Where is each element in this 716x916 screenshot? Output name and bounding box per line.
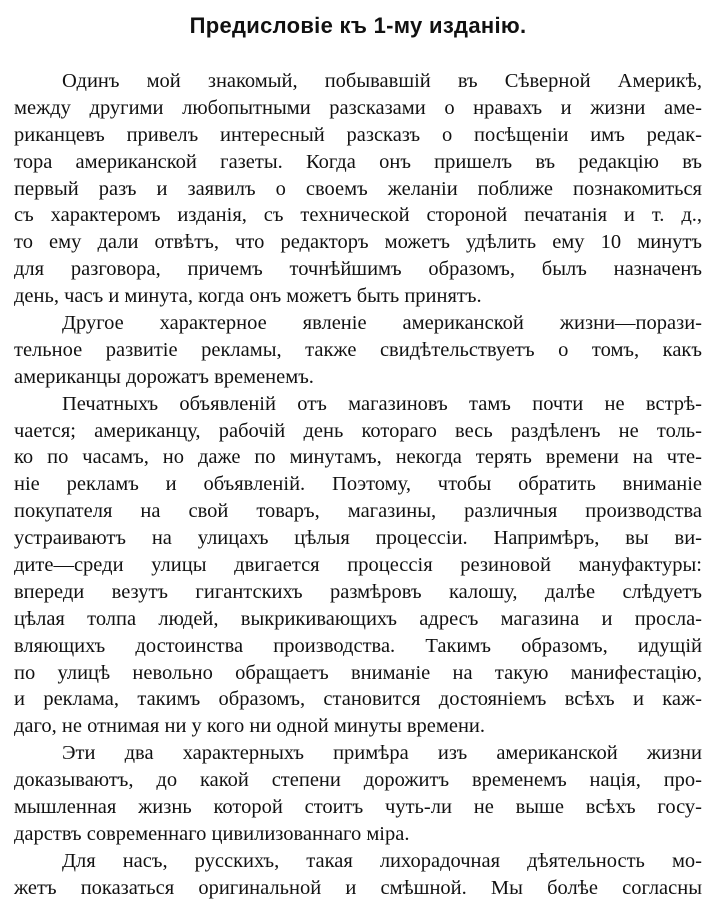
text-line: Другое характерное явленіе американской жизни—порази- — [62, 312, 702, 335]
text-line: между другими любопытными разсказами о нравахъ и жизни аме- — [14, 96, 702, 119]
text-line: мышленная жизнь которой стоитъ чуть-ли не выше всѣхъ госу- — [14, 796, 702, 819]
paragraph — [14, 848, 702, 902]
text-line: ко по часамъ, но даже по минутамъ, некогда терять времени на чте- — [14, 446, 702, 469]
text-line: для разговора, причемъ точнѣйшимъ образомъ, былъ назначенъ — [14, 258, 702, 281]
text-line: доказываютъ, до какой степени дорожитъ временемъ нація, про- — [14, 769, 702, 792]
paragraph — [14, 740, 702, 848]
paragraph — [14, 68, 702, 310]
text-line: чается; американцу, рабочій день котораго весь раздѣленъ не толь- — [14, 419, 702, 442]
text-line: и реклама, такимъ образомъ, становится достояніемъ всѣхъ и каж- — [14, 688, 702, 711]
text-line: день, часъ и минута, когда онъ можетъ быть принятъ. — [14, 285, 482, 308]
text-line: первый разъ и заявилъ о своемъ желаніи поближе познакомиться — [14, 177, 702, 200]
text-line: жетъ показаться оригинальной и смѣшной. Мы болѣе согласны — [14, 876, 702, 899]
text-line: съ характеромъ изданія, съ технической стороной печатанія и т. д., — [14, 204, 702, 227]
text-line: Одинъ мой знакомый, побывавшій въ Сѣверной Америкѣ, — [62, 70, 702, 92]
text-line: даго, не отнимая ни у кого ни одной минуты времени. — [14, 715, 486, 738]
text-line: то ему дали отвѣтъ, что редакторъ можетъ удѣлить ему 10 минутъ — [14, 231, 702, 254]
text-line: цѣлая толпа людей, выкрикивающихъ адресъ магазина и просла- — [14, 607, 702, 630]
text-line: дарствъ современнаго цивилизованнаго міра. — [14, 822, 410, 845]
document-body — [14, 68, 702, 902]
paragraph — [14, 391, 702, 741]
paragraph — [14, 310, 702, 391]
text-line: риканцевъ привелъ интересный разсказъ о посѣщеніи имъ редак- — [14, 123, 702, 146]
text-line: дите—среди улицы двигается процессія резиновой мануфактуры: — [14, 554, 702, 577]
text-line: по улицѣ невольно обращаетъ вниманіе на такую манифестацію, — [14, 661, 702, 684]
text-line: Печатныхъ объявленій отъ магазиновъ тамъ почти не встрѣ- — [62, 392, 702, 415]
text-line: вляющихъ достоинства производства. Такимъ образомъ, идущій — [14, 634, 702, 657]
text-line: Для насъ, русскихъ, такая лихорадочная дѣятельность мо- — [62, 849, 702, 872]
text-line: покупателя на свой товаръ, магазины, различныя производства — [14, 500, 702, 523]
page-title: Предисловіе къ 1-му изданію. — [189, 13, 527, 38]
text-line: устраиваютъ на улицахъ цѣлыя процессіи. Напримѣръ, вы ви- — [14, 527, 702, 550]
text-line: тора американской газеты. Когда онъ пришелъ въ редакцію въ — [14, 150, 702, 173]
text-line: впереди везутъ гигантскихъ размѣровъ калошу, далѣе слѣдуетъ — [14, 580, 702, 603]
text-line: тельное развитіе рекламы, также свидѣтельствуетъ о томъ, какъ — [14, 338, 702, 361]
text-line: ніе рекламъ и объявленій. Поэтому, чтобы обратить вниманіе — [14, 473, 702, 496]
text-line: Эти два характерныхъ примѣра изъ американской жизни — [62, 742, 702, 765]
text-line: американцы дорожатъ временемъ. — [14, 365, 314, 388]
